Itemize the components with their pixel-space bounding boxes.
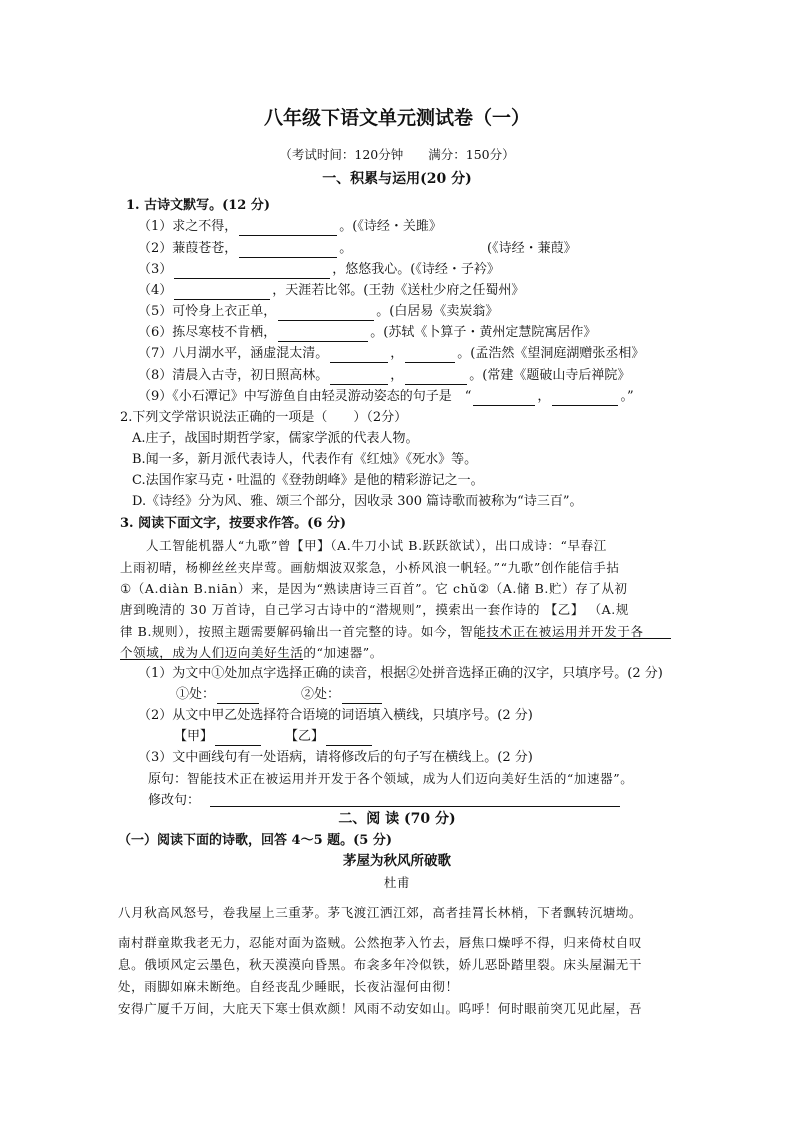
answer-blank[interactable] — [342, 689, 382, 704]
answer-blank[interactable] — [330, 370, 388, 385]
answer-blank[interactable] — [174, 264, 330, 279]
passage-line: 上雨初晴，杨柳丝丝夹岸莺。画舫烟波双浆急，小桥风浪一帆轻。”“九歌”创作能信手拈 — [120, 560, 620, 575]
poem-line: 息。俄顷风定云墨色，秋天漠漠向昏黑。布衾多年冷似铁，娇儿恶卧踏里裂。床头屋漏无干 — [118, 957, 643, 972]
answer-blank[interactable] — [239, 243, 337, 258]
q2-option-c: C.法国作家马克・吐温的《登勃朗峰》是他的精彩游记之一。 — [132, 473, 484, 488]
poem-line: 八月秋高风怒号，卷我屋上三重茅。茅飞渡江洒江郊，高者挂罥长林梢，下者飘转沉塘坳。 — [118, 905, 643, 920]
answer-blank[interactable] — [174, 285, 270, 300]
answer-blank[interactable] — [552, 391, 618, 406]
page-title: 八年级下语文单元测试卷（一） — [263, 107, 530, 129]
q2-option-b: B.闻一多，新月派代表诗人，代表作有《红烛》《死水》等。 — [132, 452, 478, 467]
q1-item-7: （7）八月湖水平，涵虚混太清。 ， 。(孟浩然《望洞庭湖赠张丞相》 — [138, 346, 645, 361]
question-1-heading: 1. 古诗文默写。(12 分) — [126, 198, 271, 213]
answer-blank[interactable] — [326, 731, 372, 746]
q2-option-a: A.庄子，战国时期哲学家，儒家学派的代表人物。 — [132, 431, 419, 446]
answer-blank[interactable] — [239, 221, 337, 236]
q2-option-d: D.《诗经》分为风、雅、颂三个部分，因收录 300 篇诗歌而被称为“诗三百”。 — [132, 494, 583, 509]
q1-item-5: （5）可怜身上衣正单， 。(白居易《卖炭翁》 — [138, 304, 499, 319]
passage-line: 人工智能机器人“九歌”曾【甲】（A.牛刀小试 B.跃跃欲试），出口成诗：“早春江 — [146, 538, 607, 553]
q3-sub-2-blanks: 【甲】 【乙】 — [174, 728, 374, 746]
underline-mark — [478, 638, 671, 639]
reading-part-1-heading: （一）阅读下面的诗歌，回答 4～5 题。(5 分) — [118, 833, 393, 848]
answer-blank[interactable] — [473, 391, 535, 406]
q3-sub-2: （2）从文中甲乙处选择符合语境的词语填入横线，只填序号。(2 分) — [138, 708, 533, 723]
section-heading-1: 一、积累与运用(20 分) — [322, 171, 472, 187]
answer-blank[interactable] — [278, 306, 374, 321]
passage-line: 唐到晚清的 30 万首诗，自己学习古诗中的“潜规则”，摸索出一套作诗的 【乙】 （A.规 — [120, 602, 629, 617]
revised-sentence-label: 修改句： — [148, 793, 201, 808]
q1-item-9: （9）《小石潭记》中写游鱼自由轻灵游动姿态的句子是 “ ， 。” — [138, 389, 634, 404]
answer-blank[interactable] — [215, 731, 261, 746]
underline-mark — [120, 659, 303, 660]
poem-title: 茅屋为秋风所破歌 — [343, 853, 451, 869]
q1-item-4: （4） ，天涯若比邻。(王勃《送杜少府之任蜀州》 — [138, 283, 525, 298]
q1-item-2: （2）蒹葭苍苍， 。 — [138, 241, 353, 256]
q1-item-6: （6）拣尽寒枝不肯栖， 。(苏轼《卜算子・黄州定慧院寓居作》 — [138, 325, 597, 340]
passage-line: 律 B.规则），按照主题需要解码输出一首完整的诗。如今，智能技术正在被运用并开发于各 — [120, 624, 644, 639]
q3-sub-1: （1）为文中①处加点字选择正确的读音，根据②处拼音选择正确的汉字，只填序号。(2 分) — [138, 666, 663, 681]
answer-blank[interactable] — [405, 348, 455, 363]
poem-line: 处，雨脚如麻未断绝。自经丧乱少睡眠，长夜沾湿何由彻！ — [118, 979, 459, 994]
revised-sentence-line[interactable] — [210, 806, 620, 807]
answer-blank[interactable] — [330, 348, 388, 363]
q1-item-3: （3） ，悠悠我心。(《诗经・子衿》 — [138, 262, 500, 277]
exam-info: （考试时间：120分钟 满分：150分） — [279, 147, 515, 162]
passage-line: ①（A.diàn B.niān）来，是因为“熟读唐诗三百首”。它 chǔ②（A.储 B.贮）存了从初 — [120, 581, 628, 596]
question-2-heading: 2.下列文学常识说法正确的一项是（ ）（2分） — [120, 410, 408, 425]
answer-blank[interactable] — [405, 370, 467, 385]
poem-line: 安得广厦千万间，大庇天下寒士俱欢颜！风雨不动安如山。呜呼！何时眼前突兀见此屋，吾 — [118, 1001, 643, 1016]
q3-sub-1-blanks: ①处： ②处： — [176, 686, 384, 704]
q1-item-8: （8）清晨入古寺，初日照高林。 ， 。(常建《题破山寺后禅院》 — [138, 368, 631, 383]
answer-blank[interactable] — [217, 689, 259, 704]
original-sentence: 原句：智能技术正在被运用并开发于各个领域，成为人们迈向美好生活的“加速器”。 — [148, 771, 634, 787]
question-3-heading: 3. 阅读下面文字，按要求作答。(6 分) — [120, 516, 346, 531]
answer-blank[interactable] — [278, 327, 368, 342]
poem-line: 南村群童欺我老无力，忍能对面为盗贼。公然抱茅入竹去，唇焦口燥呼不得，归来倚杖自叹 — [118, 935, 643, 950]
q1-item-1: （1）求之不得， 。(《诗经・关雎》 — [138, 219, 442, 234]
q3-sub-3: （3）文中画线句有一处语病，请将修改后的句子写在横线上。(2 分) — [138, 750, 533, 765]
q1-item-2-source: (《诗经・蒹葭》 — [487, 241, 577, 256]
section-heading-2: 二、阅 读 (70 分) — [338, 811, 456, 827]
poem-author: 杜甫 — [383, 875, 411, 890]
passage-line: 个领域，成为人们迈向美好生活的“加速器”。 — [120, 645, 383, 660]
